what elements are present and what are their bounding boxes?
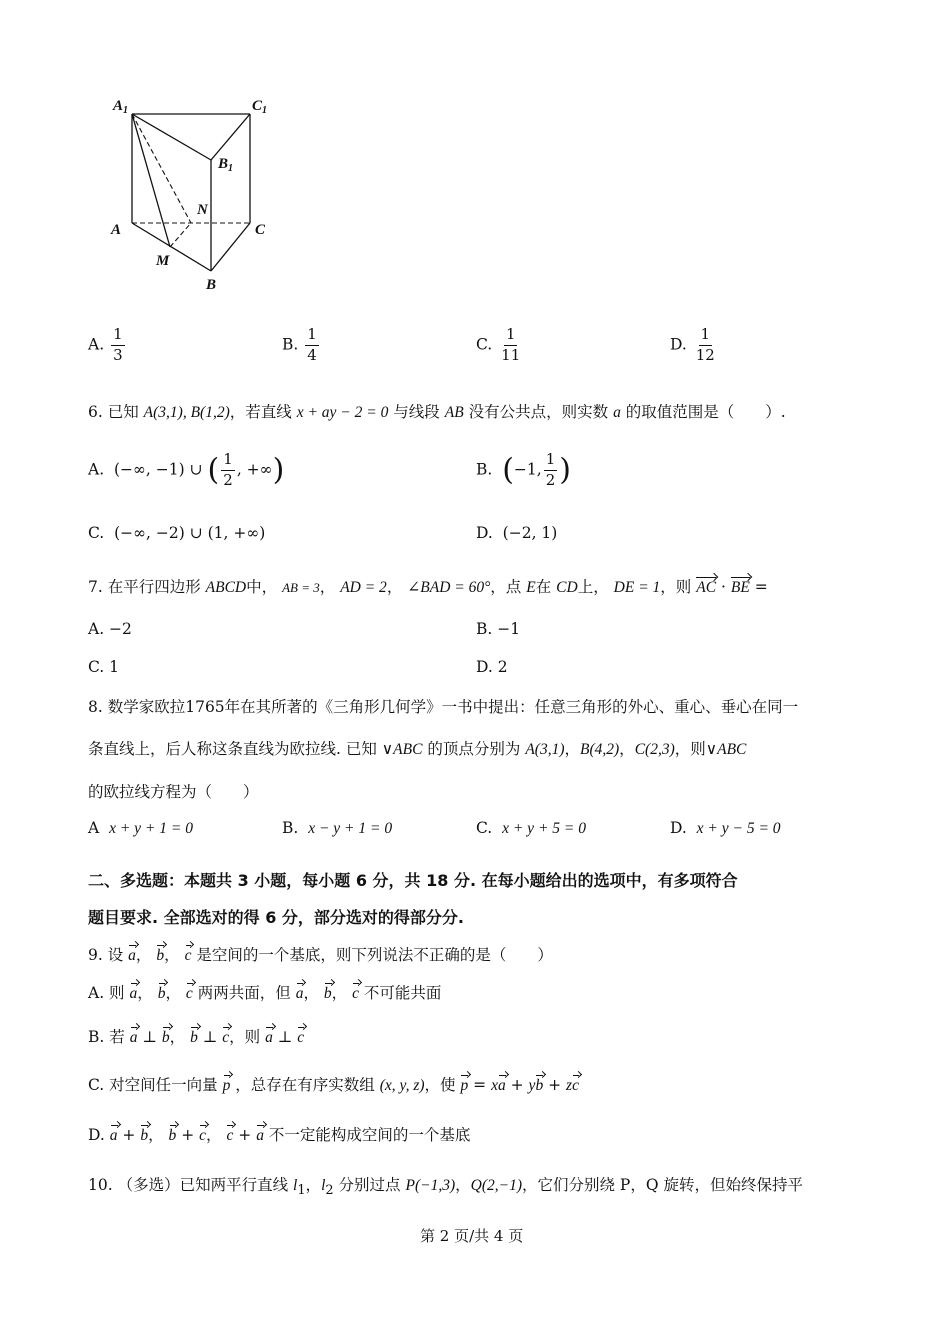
q5-option-b[interactable]: B. $\frac{1}{4}$: [282, 325, 317, 364]
q6-stem: 6. 已知 A(3,1), B(1,2)，若直线 x + ay − 2 = 0 与线段 AB 没有公共点，则实数 a 的取值范围是（ ）.: [88, 403, 786, 421]
q9-stem: 9. 设 a， b， c 是空间的一个基底，则下列说法不正确的是（ ）: [88, 946, 553, 964]
q8-option-c[interactable]: C. x + y + 5 = 0: [476, 819, 586, 837]
q10-stem: 10. （多选）已知两平行直线 $l_1$，$l_2$ 分别过点 P(−1,3)，Q(2,−1)，它们分别绕 P，Q 旋转，但始终保持平: [88, 1176, 803, 1199]
q8-option-b[interactable]: B. x − y + 1 = 0: [282, 819, 393, 837]
q5-option-d[interactable]: D. $\frac{1}{12}$: [670, 325, 715, 364]
q6-option-a[interactable]: A. (−∞, −1) ∪ ( $\frac{1}{2}$ , +∞): [88, 450, 285, 489]
q5-option-c[interactable]: C. $\frac{1}{11}$: [476, 325, 521, 364]
q6-option-d[interactable]: D. (−2, 1): [476, 524, 558, 542]
label-B: B: [206, 277, 217, 293]
label-A1: $A_1$: [113, 98, 129, 116]
q7-option-d[interactable]: D. 2: [476, 658, 508, 676]
q8-line-2: 条直线上，后人称这条直线为欧拉线. 已知 ∨ABC 的顶点分别为 A(3,1)，B(4,2)，C(2,3)，则∨ABC: [88, 740, 747, 758]
q8-option-a[interactable]: A x + y + 1 = 0: [88, 819, 193, 837]
q9-option-c[interactable]: C. 对空间任一向量 p ，总存在有序实数组 (x, y, z)，使 p = xa + yb + zc: [88, 1076, 579, 1094]
q7-option-a[interactable]: A. −2: [88, 620, 132, 638]
q8-line-3: 的欧拉线方程为（ ）: [88, 783, 259, 801]
q6-option-c[interactable]: C. (−∞, −2) ∪ (1, +∞): [88, 524, 266, 542]
section-2-heading-line-2: 题目要求. 全部选对的得 6 分，部分选对的得部分分.: [88, 908, 465, 927]
label-M: M: [156, 253, 170, 269]
q7-option-b[interactable]: B. −1: [476, 620, 521, 638]
q9-option-d[interactable]: D. a + b， b + c， c + a 不一定能构成空间的一个基底: [88, 1126, 471, 1144]
label-C1: $C_1$: [252, 98, 268, 116]
page-footer: 第 2 页/共 4 页: [420, 1227, 524, 1245]
q8-line-1: 8. 数学家欧拉1765年在其所著的《三角形几何学》一书中提出：任意三角形的外心、重心、垂心在同一: [88, 698, 799, 716]
prism-figure: [100, 88, 290, 300]
label-A: A: [111, 222, 122, 238]
q8-option-d[interactable]: D. x + y − 5 = 0: [670, 819, 781, 837]
q9-option-b[interactable]: B. 若 a ⊥ b， b ⊥ c，则 a ⊥ c: [88, 1028, 305, 1046]
label-N: N: [197, 202, 208, 218]
label-C: C: [255, 222, 266, 238]
q9-option-a[interactable]: A. 则 a， b， c 两两共面，但 a， b， c 不可能共面: [88, 984, 442, 1002]
q6-option-b[interactable]: B. (−1, $\frac{1}{2}$ ): [476, 450, 571, 489]
section-2-heading-line-1: 二、多选题：本题共 3 小题，每小题 6 分，共 18 分. 在每小题给出的选项中，有多项符合: [88, 871, 738, 890]
label-B1: $B_1$: [218, 156, 234, 174]
q7-stem: 7. 在平行四边形 ABCD中， AB = 3， AD = 2， ∠BAD = 60°，点 E在 CD上， DE = 1，则 AC · BE =: [88, 578, 768, 596]
q5-option-a[interactable]: A. $\frac{1}{3}$: [88, 325, 123, 364]
q7-option-c[interactable]: C. 1: [88, 658, 120, 676]
